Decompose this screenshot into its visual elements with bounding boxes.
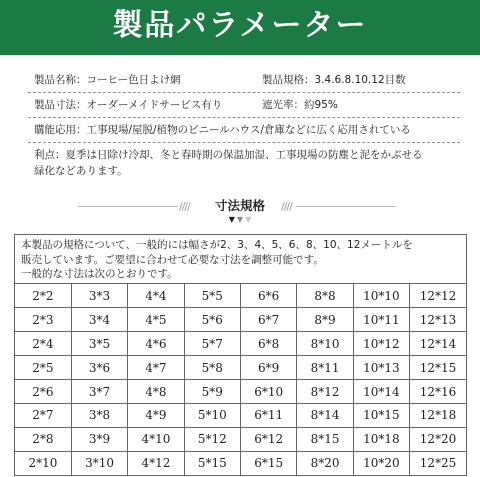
size-cell: 12*25 <box>410 451 466 475</box>
size-cell: 4*12 <box>128 451 184 475</box>
size-cell: 5*8 <box>184 356 240 380</box>
size-cell: 3*7 <box>71 380 127 404</box>
size-cell: 12*14 <box>410 332 466 356</box>
spec-product-name: 製品名称：コーヒー色日よけ網 <box>34 74 181 86</box>
spec-product-standard: 製品規格：3.4.6.8.10.12目数 <box>262 74 406 86</box>
size-cell: 10*18 <box>353 427 409 451</box>
size-cell: 12*13 <box>410 308 466 332</box>
header-divider-right <box>296 206 396 207</box>
spec-list <box>28 68 460 185</box>
table-row <box>15 427 466 451</box>
intro-line: 一般的な寸法は次のとおりです。 <box>21 268 178 280</box>
size-cell: 5*12 <box>184 427 240 451</box>
size-cell: 10*14 <box>353 380 409 404</box>
size-cell: 12*12 <box>410 284 466 308</box>
size-cell: 2*10 <box>15 451 71 475</box>
spec-advantages-line1: 利点：夏季は日除け冷却、冬と春時期の保温加湿、工事現場の防塵と泥をかぶせる <box>34 149 423 161</box>
size-cell: 3*6 <box>71 356 127 380</box>
size-cell: 4*10 <box>128 427 184 451</box>
size-section-title: 寸法規格 <box>214 198 265 213</box>
size-cell: 10*10 <box>353 284 409 308</box>
size-cell: 6*12 <box>241 427 297 451</box>
spec-row-size-shading <box>28 93 460 118</box>
size-cell: 10*11 <box>353 308 409 332</box>
intro-line: 販売しています。ご要望に合わせて必要な寸法を調整可能です。 <box>21 253 324 266</box>
table-row <box>15 380 466 404</box>
size-cell: 6*15 <box>241 451 297 475</box>
table-row <box>15 308 466 332</box>
size-cell: 5*5 <box>184 284 240 308</box>
size-cell: 2*7 <box>15 403 71 427</box>
size-cell: 3*9 <box>71 427 127 451</box>
size-section-header <box>0 198 480 238</box>
table-row <box>15 332 466 356</box>
down-arrows <box>0 216 480 224</box>
size-cell: 4*7 <box>128 356 184 380</box>
size-cell: 2*8 <box>15 427 71 451</box>
size-cell: 8*12 <box>297 380 353 404</box>
header-slashes-right: //// <box>281 200 292 213</box>
arrow-down-icon: ▼ <box>236 215 244 224</box>
size-cell: 6*9 <box>241 356 297 380</box>
size-cell: 5*6 <box>184 308 240 332</box>
size-cell: 8*9 <box>297 308 353 332</box>
size-cell: 3*10 <box>71 451 127 475</box>
size-cell: 8*11 <box>297 356 353 380</box>
spec-row-name-standard <box>28 68 460 93</box>
table-row <box>15 451 466 475</box>
size-cell: 6*7 <box>241 308 297 332</box>
size-cell: 3*3 <box>71 284 127 308</box>
size-cell: 10*20 <box>353 451 409 475</box>
spec-row-application <box>28 118 460 143</box>
size-cell: 12*18 <box>410 403 466 427</box>
size-cell: 8*10 <box>297 332 353 356</box>
size-cell: 12*15 <box>410 356 466 380</box>
size-cell: 3*5 <box>71 332 127 356</box>
size-cell: 4*9 <box>128 403 184 427</box>
size-cell: 3*4 <box>71 308 127 332</box>
spec-product-size: 製品寸法：オーダーメイドサービス有り <box>34 99 223 111</box>
spec-advantages-line2: 緑化などあります。 <box>34 165 128 177</box>
size-cell: 2*2 <box>15 284 71 308</box>
size-cell: 3*8 <box>71 403 127 427</box>
spec-application: 購能応用：工事現場/屋脱/植物のビニールハウス/倉庫などに広く応用されている <box>34 124 411 136</box>
arrow-down-icon: ▼ <box>228 215 235 224</box>
size-table-box <box>14 234 467 476</box>
size-cell: 5*10 <box>184 403 240 427</box>
size-cell: 8*15 <box>297 427 353 451</box>
table-row <box>15 356 466 380</box>
size-cell: 5*7 <box>184 332 240 356</box>
size-cell: 6*10 <box>241 380 297 404</box>
size-cell: 2*6 <box>15 380 71 404</box>
size-cell: 8*8 <box>297 284 353 308</box>
page-title: 製品パラメーター <box>112 8 368 43</box>
intro-line: 本製品の規格について、一般的には幅さが2、3、4、5、6、8、10、12メートルを <box>21 239 413 251</box>
size-intro <box>15 235 466 284</box>
spec-shading-rate: 遮光率：約95% <box>262 99 338 111</box>
spec-row-advantages <box>28 143 460 185</box>
title-banner <box>0 0 480 55</box>
size-cell: 4*8 <box>128 380 184 404</box>
size-cell: 2*5 <box>15 356 71 380</box>
size-cell: 4*6 <box>128 332 184 356</box>
size-cell: 6*8 <box>241 332 297 356</box>
size-cell: 4*5 <box>128 308 184 332</box>
size-cell: 6*11 <box>241 403 297 427</box>
size-cell: 8*14 <box>297 403 353 427</box>
size-cell: 4*4 <box>128 284 184 308</box>
size-cell: 2*4 <box>15 332 71 356</box>
table-row <box>15 403 466 427</box>
arrow-down-icon: ▼ <box>245 215 252 224</box>
size-cell: 10*12 <box>353 332 409 356</box>
size-cell: 10*15 <box>353 403 409 427</box>
size-cell: 12*16 <box>410 380 466 404</box>
size-cell: 10*13 <box>353 356 409 380</box>
table-row <box>15 284 466 308</box>
size-cell: 5*9 <box>184 380 240 404</box>
size-cell: 12*20 <box>410 427 466 451</box>
size-cell: 6*6 <box>241 284 297 308</box>
size-cell: 2*3 <box>15 308 71 332</box>
header-slashes-left: //// <box>179 200 190 213</box>
size-cell: 5*15 <box>184 451 240 475</box>
size-cell: 8*20 <box>297 451 353 475</box>
size-grid <box>15 284 466 475</box>
